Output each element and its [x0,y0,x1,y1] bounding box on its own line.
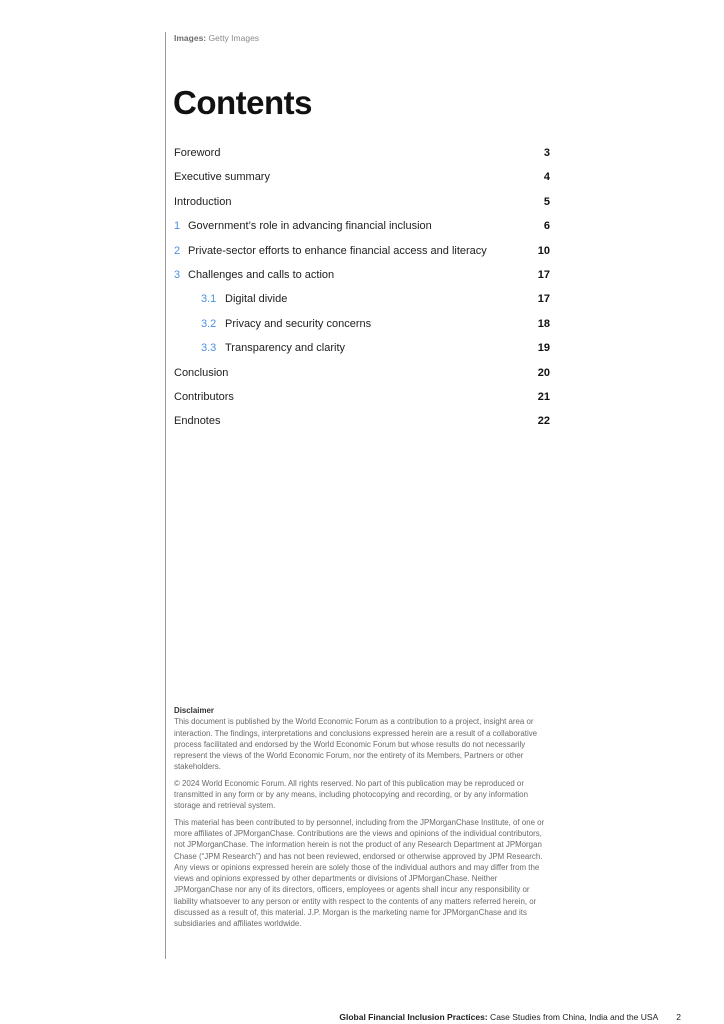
table-of-contents [174,146,550,439]
toc-entry-number: 2 [174,244,181,257]
toc-entry-number: 3.3 [201,342,217,355]
toc-entry-number: 3.1 [201,293,217,306]
image-credit-label: Images: [174,33,207,43]
disclaimer-heading: Disclaimer [174,706,214,715]
toc-entry-page: 17 [537,268,550,281]
toc-entry-text: Endnotes [174,415,221,428]
toc-entry-page: 18 [537,317,550,330]
toc-entry-text: Challenges and calls to action [188,268,335,281]
toc-entry-text: Transparency and clarity [225,342,346,355]
toc-entry-introduction[interactable] [174,195,550,219]
toc-entry-section-3-1[interactable] [174,292,550,316]
page-title: Contents [173,84,312,121]
toc-entry-page: 17 [537,293,550,306]
toc-entry-foreword[interactable] [174,146,550,170]
toc-entry-text: Executive summary [174,171,270,184]
toc-entry-section-2[interactable] [174,244,550,268]
toc-entry-page: 5 [543,195,550,208]
toc-entry-text: Government’s role in advancing financial inclusion [188,220,432,233]
toc-entry-section-3-2[interactable] [174,317,550,341]
footer-report-subtitle: Case Studies from China, India and the USA [487,1012,659,1022]
toc-entry-section-3-3[interactable] [174,341,550,365]
toc-entry-text: Digital divide [225,293,288,306]
page-footer [339,1012,681,1022]
toc-entry-page: 20 [537,366,550,379]
toc-entry-section-3[interactable] [174,268,550,292]
image-credit [174,33,259,43]
toc-entry-page: 6 [543,220,550,233]
disclaimer-block [174,705,552,935]
toc-entry-page: 22 [537,415,550,428]
image-credit-source: Getty Images [208,33,260,43]
disclaimer-copyright: © 2024 World Economic Forum. All rights reserved. No part of this publication may be reproduced or transmitted in any form or by any means, including photocopying and recording, or by any information storage and retrieval system. [174,778,528,811]
toc-entry-page: 19 [537,342,550,355]
toc-entry-conclusion[interactable] [174,366,550,390]
toc-entry-page: 4 [543,171,550,184]
footer-page-number: 2 [676,1012,681,1022]
toc-entry-endnotes[interactable] [174,414,550,438]
toc-entry-text: Conclusion [174,366,229,379]
toc-entry-text: Privacy and security concerns [225,317,372,330]
toc-entry-text: Contributors [174,390,234,403]
toc-entry-page: 3 [543,147,550,159]
toc-entry-contributors[interactable] [174,390,550,414]
toc-entry-section-1[interactable] [174,219,550,243]
footer-report-title: Global Financial Inclusion Practices: [339,1012,488,1022]
toc-entry-number: 1 [174,220,181,233]
toc-entry-text: Introduction [174,195,232,208]
toc-entry-page: 10 [537,244,550,257]
toc-entry-text: Foreword [174,147,221,159]
toc-entry-text: Private-sector efforts to enhance financial access and literacy [188,244,487,257]
toc-entry-page: 21 [537,390,550,403]
toc-entry-executive-summary[interactable] [174,170,550,194]
toc-entry-number: 3 [174,268,181,281]
disclaimer-paragraph-1: This document is published by the World Economic Forum as a contribution to a project, insight area or interaction. The findings, interpretations and conclusions expressed herein are a result of a collaborative process facilitated and endorsed by the World Economic Forum but whose results do not necessarily represent the views of the World Economic Forum, nor the entirety of its Members, Partners or other stakeholders. [174,717,538,772]
disclaimer-paragraph-3: This material has been contributed to by personnel, including from the JPMorganChase Institute, of one or more affiliates of JPMorganChase. Contributions are the views and opinions of the individual contributors, not JPMorganChase. The information herein is not the product of any Research Department at JPMorgan Chase (“JPM Research”) and has not been reviewed, endorsed or otherwise approved by JPM Research. Any views or opinions expressed herein are solely those of the individual authors and may differ from the views and opinions expressed by other departments or divisions of JPMorganChase. Neither JPMorganChase nor any of its directors, officers, employees or agents shall incur any responsibility or liability whatsoever to any person or entity with respect to the contents of any matters referred herein, or discussed as a result of, this material. J.P. Morgan is the marketing name for JPMorganChase and its subsidiaries and affiliates worldwide. [174,817,545,929]
vertical-rule [165,32,166,959]
toc-entry-number: 3.2 [201,317,217,330]
